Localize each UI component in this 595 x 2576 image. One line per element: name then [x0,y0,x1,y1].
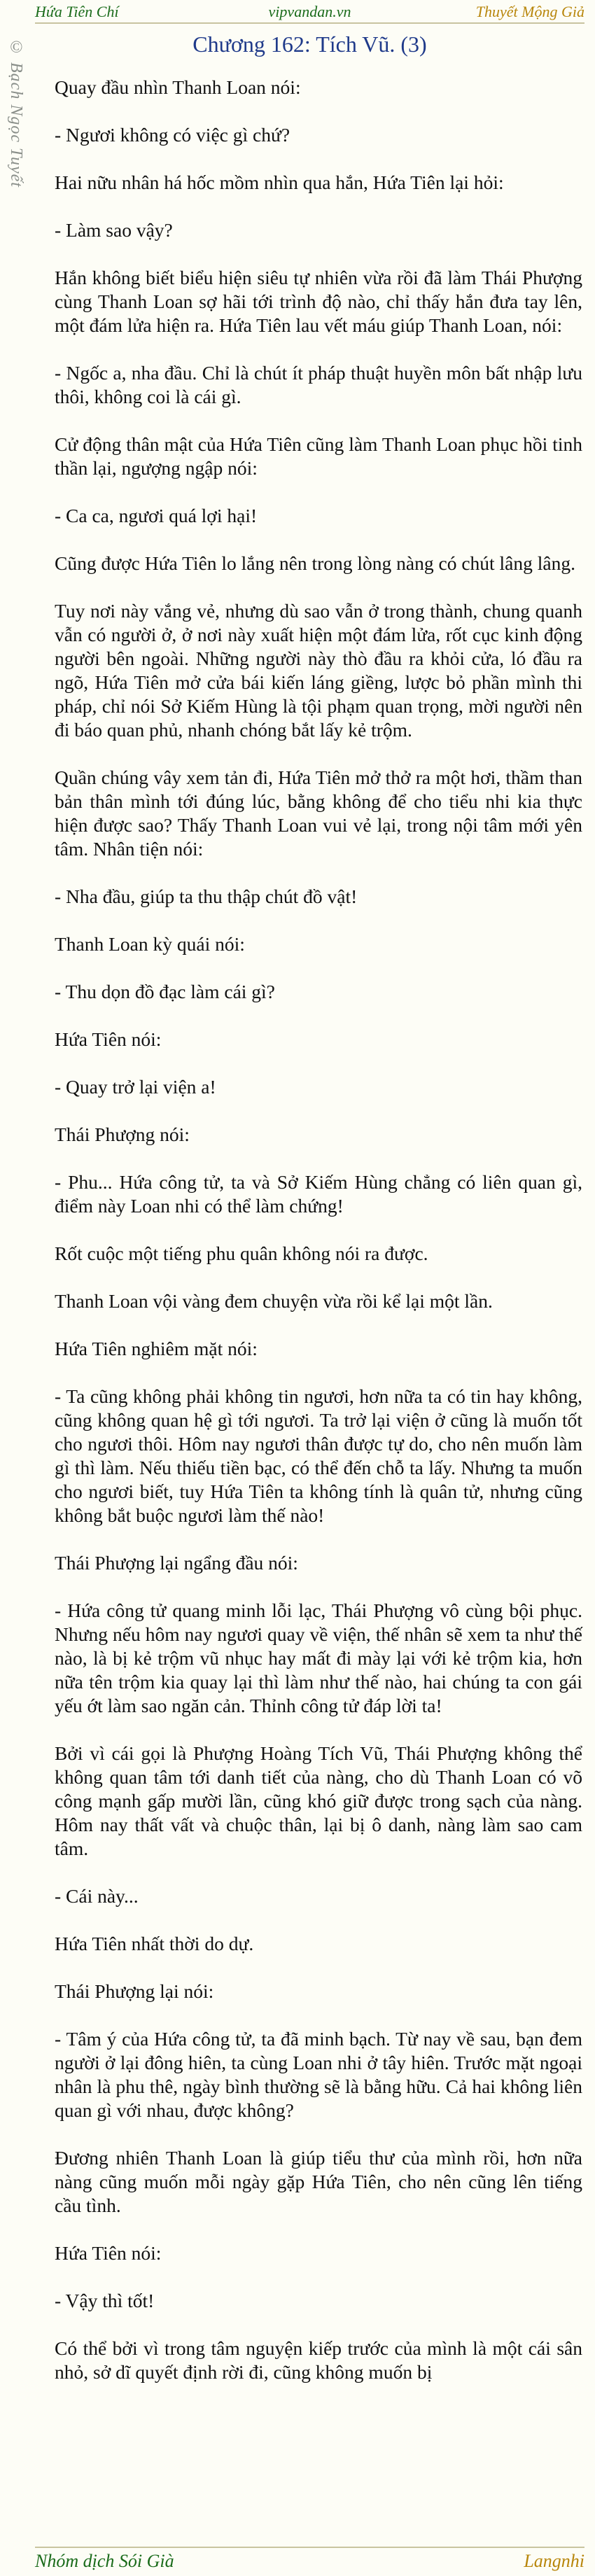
side-credit: © Bạch Ngọc Tuyết [7,38,25,188]
book-title: Hứa Tiên Chí [35,3,119,20]
paragraph: - Ta cũng không phải không tin ngươi, hơn nữa ta có tin hay không, cũng không quan hệ gì tới ngươi. Ta trở lại viện ở cũng là muốn tốt cho ngươi thôi. Hôm nay ngươi thân được tự do, cho nên muốn làm gì thì làm. Nếu thiếu tiền bạc, có thể đến chỗ ta lấy. Nhưng ta muốn cho ngươi biết, tuy Hứa Tiên ta không tính là quân tử, nhưng cũng không bắt buộc ngươi làm thế nào! [55,1385,582,1526]
paragraph: - Hứa công tử quang minh lỗi lạc, Thái Phượng vô cùng bội phục. Nhưng nếu hôm nay ngươi quay về viện, thế nhân sẽ xem ta như thế nào, là bị kẻ trộm vũ nhục hay mất đi mày lại với kẻ trộm kia, hơn nữa tên trộm kia quay lại thì làm như thế nào, hai chúng ta con gái yếu ớt làm sao ngăn cản. Thỉnh công tử đáp lời ta! [55,1600,582,1716]
paragraph: Thanh Loan kỳ quái nói: [55,933,245,955]
paragraph: - Làm sao vậy? [55,219,173,241]
paragraph: Bởi vì cái gọi là Phượng Hoàng Tích Vũ, Thái Phượng không thể không quan tâm tới danh tiết của nàng, cho dù Thanh Loan có võ công mạnh gấp mười lần, cũng khó giữ được trong sạch của nàng. Hôm nay thất vất và chuộc thân, lại bị ô danh, nàng làm sao cam tâm. [55,1742,582,1859]
header-divider [35,22,584,24]
editor-credit: Langnhi [524,2551,584,2571]
paragraph: - Cái này... [55,1885,139,1907]
paragraph: - Ngươi không có việc gì chứ? [55,124,290,146]
paragraph: Hứa Tiên nhất thời do dự. [55,1933,254,1954]
chapter-title: Chương 162: Tích Vũ. (3) [192,31,427,57]
page-footer [35,2547,584,2570]
paragraph: Có thể bởi vì trong tâm nguyện kiếp trước của mình là một cái sân nhỏ, sở dĩ quyết định rời đi, cũng không muốn bị [55,2337,582,2383]
paragraph: Hứa Tiên nói: [55,2242,162,2264]
paragraph: Quần chúng vây xem tản đi, Hứa Tiên mở thở ra một hơi, thầm than bản thân mình tới đúng lúc, bằng không để cho tiểu nhi kia thực hiện được sao? Thấy Thanh Loan vui vẻ lại, trong nội tâm mới yên tâm. Nhân tiện nói: [55,766,582,860]
paragraph: - Ca ca, ngươi quá lợi hại! [55,505,258,526]
paragraph: - Phu... Hứa công tử, ta và Sở Kiếm Hùng chẳng có liên quan gì, điểm này Loan nhi có thể làm chứng! [55,1171,582,1217]
paragraph: - Nha đầu, giúp ta thu thập chút đồ vật! [55,886,358,907]
paragraph: - Tâm ý của Hứa công tử, ta đã minh bạch. Từ nay về sau, bạn đem người ở lại đông hiên, ta cùng Loan nhi ở tây hiên. Trước mặt ngoại nhân là phu thê, ngày bình thường sẽ là bằng hữu. Cả hai không liên quan gì với nhau, được không? [55,2028,582,2121]
paragraph: Thái Phượng lại nói: [55,1980,214,2002]
paragraph: Cũng được Hứa Tiên lo lắng nên trong lòng nàng có chút lâng lâng. [55,552,575,574]
paragraph: Hứa Tiên nói: [55,1028,162,1050]
paragraph: Hắn không biết biểu hiện siêu tự nhiên vừa rồi đã làm Thái Phượng cùng Thanh Loan sợ hãi tới trình độ nào, chỉ thấy hắn đưa tay lên, một đám lửa hiện ra. Hứa Tiên lau vết máu giúp Thanh Loan, nói: [55,267,582,336]
paragraph: Hứa Tiên nghiêm mặt nói: [55,1338,258,1359]
author-name: Thuyết Mộng Giả [475,3,584,20]
paragraph: Thanh Loan vội vàng đem chuyện vừa rồi kể lại một lần. [55,1290,493,1312]
website-link[interactable]: vipvandan.vn [268,3,351,20]
paragraph: Quay đầu nhìn Thanh Loan nói: [55,76,301,98]
paragraph: Tuy nơi này vắng vẻ, nhưng dù sao vẫn ở trong thành, chung quanh vẫn có người ở, ở nơi này xuất hiện một đám lửa, rốt cục kinh động người bên ngoài. Những người này thò đầu ra khỏi cửa, ló đầu ra ngõ, Hứa Tiên mở cửa bái kiến láng giềng, lược bỏ phần mình thi pháp, chỉ nói Sở Kiếm Hùng là tội phạm quan trọng, mời người nên đi báo quan phủ, nhanh chóng bắt lấy kẻ trộm. [55,600,582,741]
page-header [35,3,584,18]
paragraph: - Thu dọn đồ đạc làm cái gì? [55,981,275,1002]
paragraph: - Ngốc a, nha đầu. Chỉ là chút ít pháp thuật huyền môn bất nhập lưu thôi, không coi là cái gì. [55,362,582,407]
paragraph: - Quay trở lại viện a! [55,1076,216,1098]
paragraph: Thái Phượng lại ngẩng đầu nói: [55,1552,298,1574]
paragraph: Thái Phượng nói: [55,1124,190,1145]
paragraph: - Vậy thì tốt! [55,2290,155,2311]
chapter-content [55,76,582,2408]
paragraph: Hai nữu nhân há hốc mồm nhìn qua hắn, Hứa Tiên lại hỏi: [55,172,504,193]
paragraph: Rốt cuộc một tiếng phu quân không nói ra được. [55,1242,428,1264]
paragraph: Đương nhiên Thanh Loan là giúp tiểu thư của mình rồi, hơn nữa nàng cũng muốn mỗi ngày gặp Hứa Tiên, cho nên cũng lên tiếng cầu tình. [55,2147,582,2216]
paragraph: Cử động thân mật của Hứa Tiên cũng làm Thanh Loan phục hồi tinh thần lại, ngượng ngập nói: [55,433,582,479]
translator-credit: Nhóm dịch Sói Già [35,2551,174,2571]
